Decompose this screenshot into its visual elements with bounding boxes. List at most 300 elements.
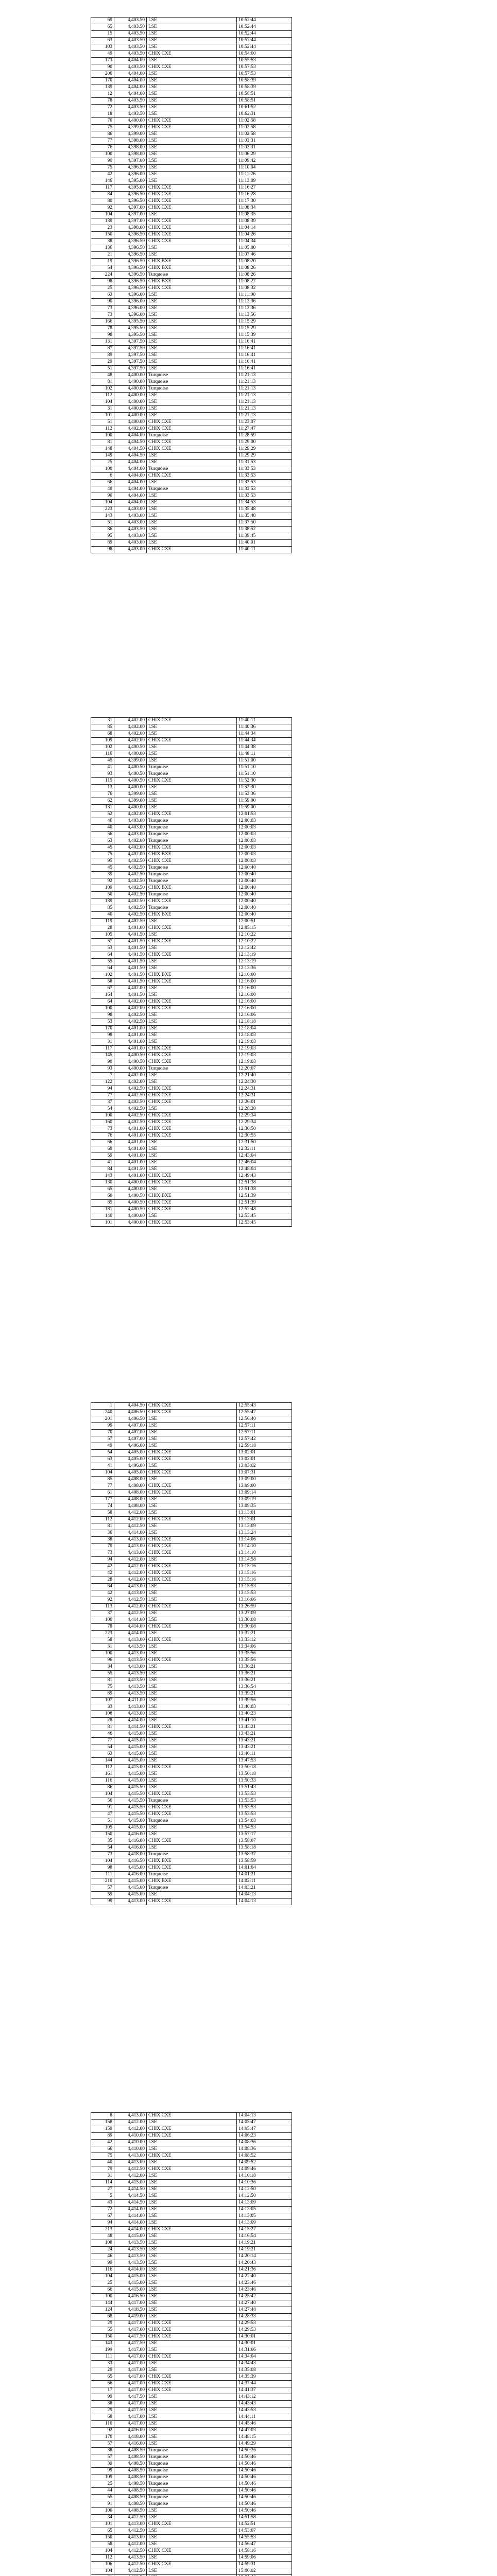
trade-time: 14:50:46	[237, 2481, 292, 2488]
table-row	[91, 2240, 292, 2247]
table-row	[91, 2568, 292, 2575]
trade-venue: LSE	[147, 1153, 237, 1160]
table-row	[91, 1483, 292, 1490]
table-row	[91, 1510, 292, 1517]
table-row	[91, 493, 292, 500]
table-row	[91, 1213, 292, 1220]
table-row	[91, 1718, 292, 1724]
trade-time: 13:58:37	[237, 1852, 292, 1858]
table-row	[91, 1677, 292, 1684]
trade-time: 14:22:40	[237, 2274, 292, 2280]
trade-price: 4,395.50	[114, 332, 147, 339]
table-row	[91, 738, 292, 744]
table-row	[91, 540, 292, 547]
trade-venue: CHIX CXE	[147, 1544, 237, 1550]
table-row	[91, 2361, 292, 2367]
trade-price: 4,400.00	[114, 413, 147, 419]
trade-quantity: 49	[91, 1443, 114, 1450]
trade-price: 4,403.50	[114, 51, 147, 58]
trade-venue: LSE	[147, 2253, 237, 2260]
trade-venue: CHIX CXE	[147, 1483, 237, 1490]
trade-price: 4,396.50	[114, 265, 147, 272]
trade-venue: CHIX CXE	[147, 2227, 237, 2233]
trade-venue: CHIX BXE	[147, 885, 237, 892]
trade-time: 14:29:53	[237, 2327, 292, 2334]
trade-quantity: 224	[91, 272, 114, 279]
trade-venue: LSE	[147, 111, 237, 118]
trade-time: 12:00:03	[237, 858, 292, 865]
trade-price: 4,400.00	[114, 1187, 147, 1193]
trade-quantity: 100	[91, 2508, 114, 2515]
trade-price: 4,413.00	[114, 2113, 147, 2120]
trade-quantity: 28	[91, 925, 114, 932]
trade-venue: Turquoise	[147, 832, 237, 838]
table-row	[91, 818, 292, 825]
trade-quantity: 112	[91, 2555, 114, 2562]
trade-venue: CHIX CXE	[147, 1577, 237, 1584]
trade-time: 14:19:21	[237, 2247, 292, 2253]
trade-venue: CHIX CXE	[147, 2521, 237, 2528]
table-row	[91, 2408, 292, 2414]
trade-quantity: 90	[91, 158, 114, 165]
trade-price: 4,408.50	[114, 2461, 147, 2468]
table-row	[91, 1731, 292, 1738]
trade-time: 11:34:53	[237, 500, 292, 506]
trade-venue: LSE	[147, 540, 237, 547]
trade-time: 14:31:06	[237, 2347, 292, 2354]
trade-quantity: 112	[91, 1517, 114, 1523]
trade-time: 14:10:18	[237, 2173, 292, 2180]
table-row	[91, 2448, 292, 2454]
trade-price: 4,412.50	[114, 1611, 147, 1617]
trade-time: 12:51:38	[237, 1187, 292, 1193]
trade-price: 4,401.00	[114, 925, 147, 932]
trade-venue: LSE	[147, 506, 237, 513]
table-row	[91, 744, 292, 751]
table-row	[91, 24, 292, 31]
trade-price: 4,413.50	[114, 1657, 147, 1664]
trade-price: 4,396.00	[114, 299, 147, 306]
table-row	[91, 852, 292, 858]
trade-price: 4,408.00	[114, 1497, 147, 1503]
trade-time: 12:24:31	[237, 1093, 292, 1099]
trade-venue: CHIX CXE	[147, 1046, 237, 1053]
trade-venue: LSE	[147, 2347, 237, 2354]
trade-venue: CHIX CXE	[147, 939, 237, 945]
trade-quantity: 161	[91, 1771, 114, 1778]
table-row	[91, 2495, 292, 2501]
trade-quantity: 33	[91, 1704, 114, 1711]
trade-quantity: 58	[91, 2541, 114, 2548]
trade-time: 14:59:31	[237, 2562, 292, 2568]
table-row	[91, 1704, 292, 1711]
trade-quantity: 115	[91, 778, 114, 785]
trade-venue: CHIX CXE	[147, 51, 237, 58]
trade-quantity: 240	[91, 1410, 114, 1416]
trade-price: 4,415.00	[114, 2233, 147, 2240]
trade-price: 4,403.00	[114, 540, 147, 547]
trade-price: 4,413.00	[114, 2160, 147, 2166]
table-row	[91, 959, 292, 965]
trade-quantity: 65	[91, 1187, 114, 1193]
trade-venue: LSE	[147, 2280, 237, 2287]
trade-venue: CHIX CXE	[147, 925, 237, 932]
table-row	[91, 2555, 292, 2562]
trade-quantity: 73	[91, 1126, 114, 1133]
trade-quantity: 100	[91, 151, 114, 158]
trade-venue: Turquoise	[147, 1872, 237, 1878]
trade-venue: CHIX CXE	[147, 1604, 237, 1611]
table-row	[91, 2233, 292, 2240]
trade-time: 12:00:40	[237, 865, 292, 872]
trade-quantity: 81	[91, 1724, 114, 1731]
table-row	[91, 1684, 292, 1691]
trade-price: 4,401.00	[114, 1133, 147, 1140]
trade-venue: CHIX CXE	[147, 205, 237, 212]
trade-quantity: 7	[91, 1073, 114, 1079]
trade-venue: LSE	[147, 932, 237, 939]
trade-time: 14:29:53	[237, 2320, 292, 2327]
trade-venue: Turquoise	[147, 865, 237, 872]
trade-time: 14:35:08	[237, 2367, 292, 2374]
table-row	[91, 758, 292, 765]
trade-time: 13:34:06	[237, 1644, 292, 1651]
trade-time: 11:33:53	[237, 486, 292, 493]
trade-quantity: 81	[91, 379, 114, 386]
trade-time: 14:09:46	[237, 2166, 292, 2173]
trade-price: 4,417.00	[114, 2347, 147, 2354]
trade-time: 14:50:46	[237, 2508, 292, 2515]
trade-price: 4,400.00	[114, 379, 147, 386]
trade-time: 12:48:04	[237, 1166, 292, 1173]
trade-price: 4,402.00	[114, 811, 147, 818]
trade-time: 11:59:00	[237, 798, 292, 805]
trade-price: 4,417.00	[114, 2374, 147, 2381]
trade-time: 13:15:53	[237, 1590, 292, 1597]
trade-venue: Turquoise	[147, 2475, 237, 2481]
table-row	[91, 232, 292, 239]
trade-price: 4,417.00	[114, 2361, 147, 2367]
table-row	[91, 2207, 292, 2213]
trade-time: 12:29:34	[237, 1120, 292, 1126]
trade-venue: LSE	[147, 1530, 237, 1537]
trade-quantity: 100	[91, 1617, 114, 1624]
trade-venue: LSE	[147, 2428, 237, 2434]
trade-price: 4,412.50	[114, 2528, 147, 2535]
trade-quantity: 62	[91, 798, 114, 805]
trade-quantity: 139	[91, 84, 114, 91]
trade-venue: LSE	[147, 71, 237, 78]
trade-price: 4,417.50	[114, 2408, 147, 2414]
trade-quantity: 84	[91, 192, 114, 198]
trade-time: 11:09:42	[237, 158, 292, 165]
trade-price: 4,414.00	[114, 2220, 147, 2227]
trade-quantity: 94	[91, 2220, 114, 2227]
trade-time: 13:43:21	[237, 1744, 292, 1751]
trade-time: 14:50:46	[237, 2501, 292, 2508]
trade-venue: CHIX BXE	[147, 259, 237, 265]
trade-price: 4,395.00	[114, 185, 147, 192]
trade-time: 11:16:41	[237, 359, 292, 366]
trade-venue: CHIX CXE	[147, 1207, 237, 1213]
trade-table-page-3	[91, 1402, 292, 1905]
trade-quantity: 122	[91, 1079, 114, 1086]
trade-quantity: 25	[91, 285, 114, 292]
table-row	[91, 798, 292, 805]
trade-time: 11:33:53	[237, 466, 292, 473]
trade-price: 4,399.00	[114, 791, 147, 798]
trade-quantity: 67	[91, 986, 114, 992]
table-row	[91, 718, 292, 724]
trade-price: 4,401.50	[114, 945, 147, 952]
trade-venue: LSE	[147, 2367, 237, 2374]
trade-time: 11:33:53	[237, 480, 292, 486]
trade-price: 4,415.00	[114, 1738, 147, 1744]
trade-time: 13:13:01	[237, 1517, 292, 1523]
trade-price: 4,412.50	[114, 1523, 147, 1530]
table-row	[91, 339, 292, 346]
trade-quantity: 41	[91, 1463, 114, 1470]
trade-price: 4,404.00	[114, 493, 147, 500]
trade-quantity: 73	[91, 1550, 114, 1557]
trade-venue: LSE	[147, 1698, 237, 1704]
trade-price: 4,417.00	[114, 2300, 147, 2307]
trade-price: 4,413.50	[114, 2253, 147, 2260]
trade-venue: CHIX BXE	[147, 279, 237, 285]
trade-quantity: 46	[91, 2253, 114, 2260]
trade-quantity: 92	[91, 878, 114, 885]
trade-quantity: 210	[91, 1878, 114, 1885]
trade-time: 12:12:42	[237, 945, 292, 952]
trade-price: 4,413.50	[114, 2260, 147, 2267]
trade-price: 4,414.00	[114, 1617, 147, 1624]
trade-time: 13:35:56	[237, 1651, 292, 1657]
trade-quantity: 44	[91, 2488, 114, 2495]
trade-price: 4,403.50	[114, 18, 147, 24]
trade-time: 14:52:51	[237, 2521, 292, 2528]
trade-venue: LSE	[147, 2213, 237, 2220]
trade-quantity: 68	[91, 731, 114, 738]
trade-price: 4,402.50	[114, 885, 147, 892]
table-row	[91, 38, 292, 44]
trade-price: 4,397.50	[114, 346, 147, 352]
trade-venue: CHIX CXE	[147, 2153, 237, 2160]
trade-price: 4,412.50	[114, 2568, 147, 2575]
table-row	[91, 158, 292, 165]
trade-quantity: 29	[91, 2408, 114, 2414]
trade-quantity: 93	[91, 771, 114, 778]
table-row	[91, 2307, 292, 2314]
trade-price: 4,414.00	[114, 2213, 147, 2220]
trade-price: 4,410.00	[114, 2133, 147, 2140]
trade-venue: LSE	[147, 2300, 237, 2307]
table-row	[91, 2562, 292, 2568]
trade-price: 4,396.00	[114, 292, 147, 299]
trade-time: 14:55:53	[237, 2535, 292, 2541]
table-row	[91, 1523, 292, 1530]
table-row	[91, 71, 292, 78]
trade-venue: LSE	[147, 1758, 237, 1765]
trade-time: 13:36:54	[237, 1684, 292, 1691]
trade-quantity: 77	[91, 138, 114, 145]
trade-price: 4,402.50	[114, 1106, 147, 1113]
trade-price: 4,415.00	[114, 1878, 147, 1885]
trade-price: 4,402.00	[114, 738, 147, 744]
trade-quantity: 21	[91, 252, 114, 259]
trade-quantity: 85	[91, 1477, 114, 1483]
trade-quantity: 69	[91, 18, 114, 24]
table-row	[91, 151, 292, 158]
table-row	[91, 1436, 292, 1443]
trade-venue: LSE	[147, 791, 237, 798]
trade-price: 4,402.00	[114, 838, 147, 845]
trade-quantity: 109	[91, 2475, 114, 2481]
trade-time: 11:52:30	[237, 778, 292, 785]
trade-quantity: 102	[91, 386, 114, 393]
trade-time: 11:13:56	[237, 312, 292, 319]
table-row	[91, 2521, 292, 2528]
table-row	[91, 78, 292, 84]
trade-venue: Turquoise	[147, 2501, 237, 2508]
trade-time: 14:13:05	[237, 2213, 292, 2220]
table-row	[91, 1805, 292, 1811]
trade-quantity: 101	[91, 1220, 114, 1227]
trade-time: 14:53:07	[237, 2528, 292, 2535]
trade-price: 4,404.00	[114, 500, 147, 506]
trade-time: 12:26:01	[237, 1099, 292, 1106]
trade-quantity: 104	[91, 2548, 114, 2555]
trade-venue: LSE	[147, 1590, 237, 1597]
trade-time: 11:40:11	[237, 547, 292, 553]
table-row	[91, 279, 292, 285]
trade-time: 12:29:34	[237, 1113, 292, 1120]
table-row	[91, 386, 292, 393]
trade-time: 14:04:13	[237, 1899, 292, 1905]
trade-price: 4,412.00	[114, 1604, 147, 1611]
trade-time: 11:40:36	[237, 724, 292, 731]
table-row	[91, 1825, 292, 1832]
trade-price: 4,413.50	[114, 2555, 147, 2562]
trade-venue: LSE	[147, 2528, 237, 2535]
trade-venue: LSE	[147, 346, 237, 352]
table-row	[91, 426, 292, 433]
table-row	[91, 533, 292, 540]
trade-price: 4,414.00	[114, 1631, 147, 1637]
trade-price: 4,403.00	[114, 506, 147, 513]
table-row	[91, 1120, 292, 1126]
trade-time: 13:39:21	[237, 1691, 292, 1698]
trade-price: 4,415.00	[114, 2274, 147, 2280]
table-row	[91, 1771, 292, 1778]
trade-table-page-2	[91, 717, 292, 1227]
trade-time: 12:56:40	[237, 1416, 292, 1423]
trade-price: 4,396.50	[114, 198, 147, 205]
trade-time: 13:16:06	[237, 1597, 292, 1604]
trade-venue: CHIX CXE	[147, 1093, 237, 1099]
table-row	[91, 1207, 292, 1213]
trade-price: 4,402.50	[114, 1012, 147, 1019]
table-row	[91, 872, 292, 878]
trade-venue: LSE	[147, 2294, 237, 2300]
table-row	[91, 724, 292, 731]
trade-venue: Turquoise	[147, 379, 237, 386]
trade-venue: CHIX CXE	[147, 811, 237, 818]
table-row	[91, 751, 292, 758]
trade-quantity: 38	[91, 2448, 114, 2454]
trade-price: 4,414.50	[114, 2193, 147, 2200]
trade-price: 4,404.00	[114, 480, 147, 486]
trade-venue: CHIX CXE	[147, 1120, 237, 1126]
trade-time: 12:28:20	[237, 1106, 292, 1113]
trade-time: 13:40:03	[237, 1704, 292, 1711]
trade-time: 14:50:46	[237, 2461, 292, 2468]
trade-venue: CHIX CXE	[147, 439, 237, 446]
trade-quantity: 69	[91, 1146, 114, 1153]
trade-quantity: 112	[91, 393, 114, 399]
trade-price: 4,402.50	[114, 1093, 147, 1099]
table-row	[91, 1160, 292, 1166]
trade-quantity: 91	[91, 2501, 114, 2508]
trade-quantity: 113	[91, 1604, 114, 1611]
trade-time: 11:33:53	[237, 493, 292, 500]
trade-time: 11:02:58	[237, 118, 292, 125]
trade-price: 4,404.00	[114, 91, 147, 98]
table-row	[91, 1637, 292, 1644]
trade-time: 11:51:10	[237, 771, 292, 778]
table-row	[91, 2488, 292, 2495]
trade-time: 12:19:03	[237, 1039, 292, 1046]
trade-time: 12:00:40	[237, 892, 292, 899]
trade-time: 12:18:03	[237, 1032, 292, 1039]
trade-venue: Turquoise	[147, 2454, 237, 2461]
trade-time: 14:41:37	[237, 2387, 292, 2394]
trade-price: 4,414.00	[114, 1718, 147, 1724]
trade-venue: LSE	[147, 332, 237, 339]
trade-time: 14:28:33	[237, 2314, 292, 2320]
trade-quantity: 46	[91, 818, 114, 825]
trade-venue: LSE	[147, 31, 237, 38]
trade-venue: LSE	[147, 1825, 237, 1832]
trade-quantity: 79	[91, 2166, 114, 2173]
table-row	[91, 466, 292, 473]
table-row	[91, 2387, 292, 2394]
trade-time: 12:21:40	[237, 1073, 292, 1079]
trade-quantity: 145	[91, 1053, 114, 1059]
trade-quantity: 109	[91, 738, 114, 744]
trade-price: 4,417.50	[114, 2341, 147, 2347]
table-row	[91, 1791, 292, 1798]
trade-time: 13:13:09	[237, 1523, 292, 1530]
table-row	[91, 1220, 292, 1227]
table-row	[91, 1032, 292, 1039]
trade-venue: LSE	[147, 393, 237, 399]
trade-venue: LSE	[147, 1019, 237, 1026]
trade-venue: LSE	[147, 299, 237, 306]
table-row	[91, 473, 292, 480]
trade-quantity: 77	[91, 1483, 114, 1490]
trade-price: 4,403.00	[114, 818, 147, 825]
trade-price: 4,397.50	[114, 359, 147, 366]
trade-venue: LSE	[147, 2160, 237, 2166]
trade-venue: CHIX CXE	[147, 1133, 237, 1140]
trade-venue: CHIX BXE	[147, 265, 237, 272]
table-row	[91, 2126, 292, 2133]
trade-time: 11:21:13	[237, 372, 292, 379]
trade-quantity: 98	[91, 332, 114, 339]
trade-quantity: 148	[91, 446, 114, 453]
table-row	[91, 992, 292, 999]
trade-price: 4,413.00	[114, 1550, 147, 1557]
